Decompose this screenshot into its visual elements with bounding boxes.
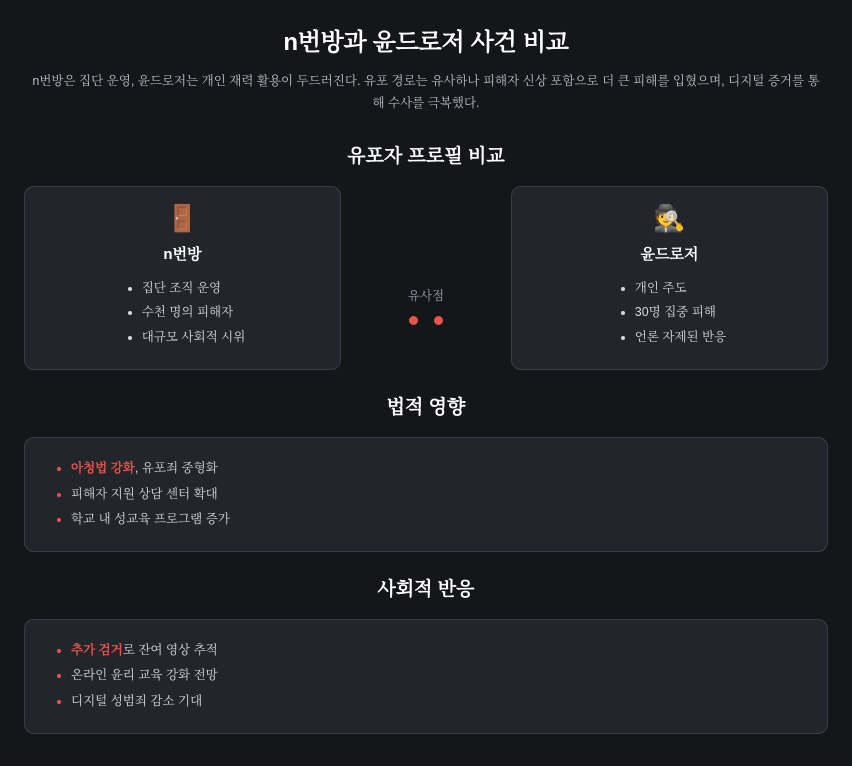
list-item-text: 학교 내 성교육 프로그램 증가: [71, 512, 230, 527]
section-title-compare: 유포자 프로필 비교: [347, 145, 505, 167]
comparison-row: [24, 186, 828, 370]
highlight-text: 추가 검거: [71, 642, 123, 657]
list-item-text: 온라인 윤리 교육 강화 전망: [71, 668, 218, 683]
list-item-text: 디지털 성범죄 감소 기대: [71, 694, 203, 708]
list-item: [71, 638, 811, 664]
similarity-indicator: [341, 186, 511, 370]
list-item: • 집단 조직 운영: [142, 276, 246, 300]
similarity-dots: [409, 316, 443, 325]
social-response-panel: [24, 619, 828, 734]
list-item-text: , 유포죄 중형화: [134, 460, 218, 475]
legal-impact-list: [41, 456, 811, 533]
social-response-list: [41, 638, 811, 715]
section-title-social: 사회적 반응: [377, 578, 475, 600]
list-item: [71, 482, 811, 508]
door-icon: 🚪: [166, 202, 199, 233]
dot-icon: [409, 316, 418, 325]
list-item-text: 로 잔여 영상 추적: [122, 642, 218, 657]
list-item: [71, 507, 811, 533]
legal-impact-panel: [24, 437, 828, 552]
profile-card-left: [24, 186, 341, 370]
list-item: [71, 663, 811, 689]
list-item: • 대규모 사회적 시위: [142, 325, 246, 349]
page-subtitle: n번방은 집단 운영, 윤드로저는 개인 재력 활용이 두드러진다. 유포 경로는 유사하나 피해자 신상 포함으로 더 큰 피해를 입혔으며, 디지털 증거를 통해 수사를 극복했다.: [32, 74, 820, 110]
list-item: • 30명 집중 피해: [635, 300, 726, 324]
section-title-legal: 법적 영향: [386, 396, 466, 418]
similarity-label: 유사점: [407, 289, 445, 304]
list-item: • 개인 주도: [635, 276, 726, 300]
profile-card-left-title: n번방: [163, 245, 202, 263]
list-item: [71, 456, 811, 482]
profile-card-right-title: 윤드로저: [640, 245, 699, 263]
list-item: • 언론 자제된 반응: [635, 325, 726, 349]
highlight-text: 아청법 강화: [71, 460, 135, 475]
profile-card-right-list: [613, 276, 726, 349]
list-item: [71, 689, 811, 715]
list-item-text: 피해자 지원 상담 센터 확대: [71, 486, 218, 501]
profile-card-left-list: [120, 276, 246, 349]
list-item: • 수천 명의 피해자: [142, 300, 246, 324]
dot-icon: [434, 316, 443, 325]
profile-card-right: [511, 186, 828, 370]
detective-icon: 🕵: [653, 202, 686, 233]
page-title: n번방과 윤드로저 사건 비교: [283, 29, 569, 56]
